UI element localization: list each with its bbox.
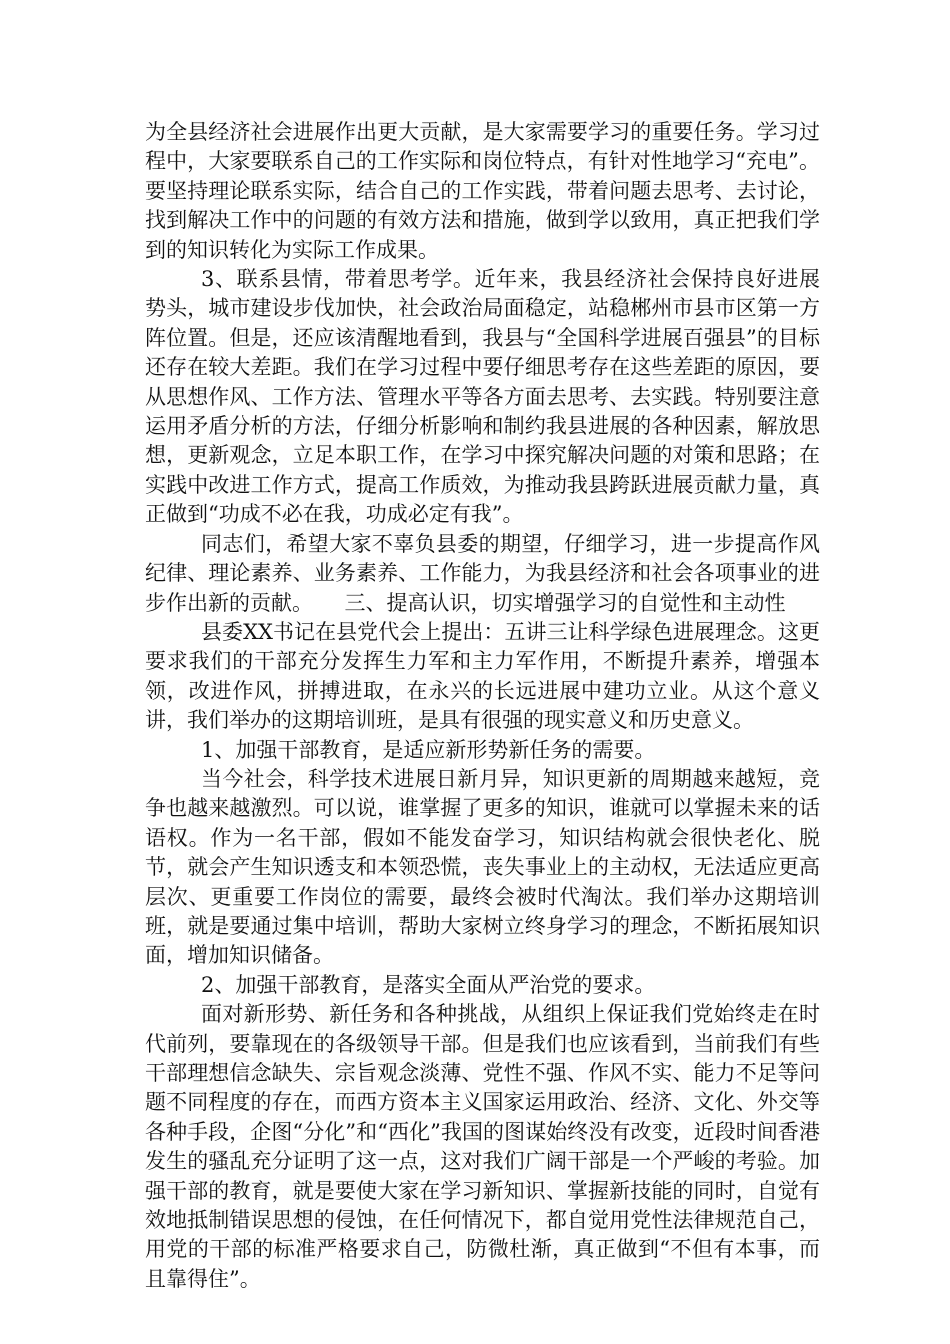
- paragraph: 县委XX书记在县党代会上提出：五讲三让科学绿色进展理念。这更要求我们的干部充分发挥生力军和主力军作用，不断提升素养，增强本领，改进作风，拼搏进取，在永兴的长远进展中建功立业。从这个意义讲，我们举办的这期培训班，是具有很强的现实意义和历史意义。: [145, 619, 820, 733]
- paragraph: 当今社会，科学技术进展日新月异，知识更新的周期越来越短，竞争也越来越激烈。可以说，谁掌握了更多的知识，谁就可以掌握未来的话语权。作为一名干部，假如不能发奋学习，知识结构就会很快老化、脱节，就会产生知识透支和本领恐慌，丧失事业上的主动权，无法适应更高层次、更重要工作岗位的需要，最终会被时代淘汰。我们举办这期培训班，就是要通过集中培训，帮助大家树立终身学习的理念，不断拓展知识面，增加知识储备。: [145, 766, 820, 968]
- section-heading: 1、加强干部教育，是适应新形势新任务的需要。: [201, 737, 656, 762]
- document-body: [145, 118, 820, 1294]
- section-heading: 2、加强干部教育，是落实全面从严治党的要求。: [201, 972, 656, 997]
- paragraph: 3、联系县情，带着思考学。近年来，我县经济社会保持良好进展势头，城市建设步伐加快，社会政治局面稳定，站稳郴州市县市区第一方阵位置。但是，还应该清醒地看到，我县与“全国科学进展百强县”的目标还存在较大差距。我们在学习过程中要仔细思考存在这些差距的原因，要从思想作风、工作方法、管理水平等各方面去思考、去实践。特别要注意运用矛盾分析的方法，仔细分析影响和制约我县进展的各种因素，解放思想，更新观念，立足本职工作，在学习中探究解决问题的对策和思路；在实践中改进工作方式，提高工作质效，为推动我县跨跃进展贡献力量，真正做到“功成不必在我，功成必定有我”。: [145, 267, 820, 527]
- paragraph: 为全县经济社会进展作出更大贡献，是大家需要学习的重要任务。学习过程中，大家要联系自己的工作实际和岗位特点，有针对性地学习“充电”。要坚持理论联系实际，结合自己的工作实践，带着问题去思考、去讨论，找到解决工作中的问题的有效方法和措施，做到学以致用，真正把我们学到的知识转化为实际工作成果。: [145, 120, 820, 262]
- paragraph: 面对新形势、新任务和各种挑战，从组织上保证我们党始终走在时代前列，要靠现在的各级领导干部。但是我们也应该看到，当前我们有些干部理想信念缺失、宗旨观念淡薄、党性不强、作风不实、能力不足等问题不同程度的存在，而西方资本主义国家运用政治、经济、文化、外交等各种手段，企图“分化”和“西化”我国的图谋始终没有改变，近段时间香港发生的骚乱充分证明了这一点，这对我们广阔干部是一个严峻的考验。加强干部的教育，就是要使大家在学习新知识、掌握新技能的同时，自觉有效地抵制错误思想的侵蚀，在任何情况下，都自觉用党性法律规范自己，用党的干部的标准严格要求自己，防微杜渐，真正做到“不但有本事，而且靠得住”。: [145, 1002, 820, 1291]
- paragraph: 同志们，希望大家不辜负县委的期望，仔细学习，进一步提高作风纪律、理论素养、业务素养、工作能力，为我县经济和社会各项事业的进步作出新的贡献。 三、提高认识，切实增强学习的自觉性和主动性: [145, 531, 820, 615]
